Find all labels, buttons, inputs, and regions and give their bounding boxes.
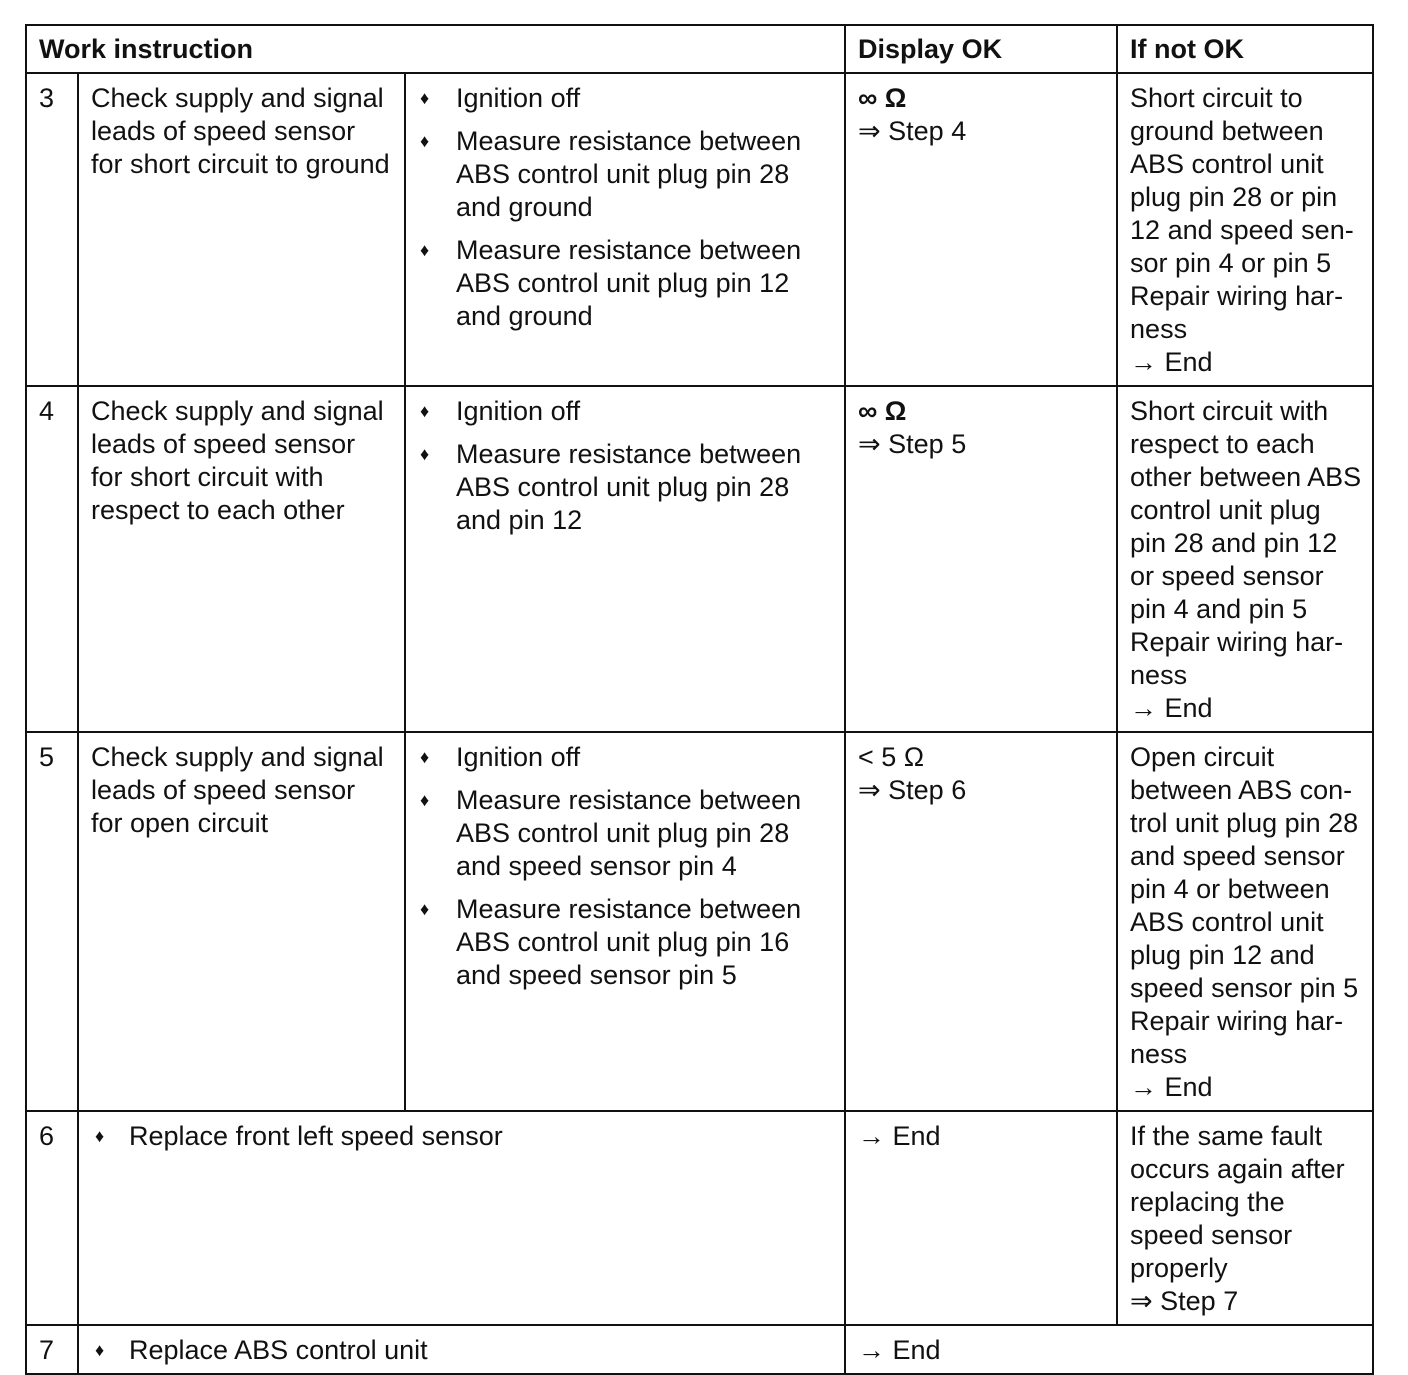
diamond-bullet-icon: ♦ [420,747,430,767]
list-item: ♦ Measure resistance between ABS control unit plug pin 28 and pin 12 [420,439,802,535]
list-item: ♦ Ignition off [420,396,581,426]
action-list [418,395,834,537]
table-row [26,1111,1373,1325]
next-step: → End [1130,693,1213,723]
header-work-instruction: Work instruction [26,25,845,73]
diamond-bullet-icon: ♦ [420,444,430,464]
step-number: 4 [26,386,78,732]
step-title: Check supply and signal leads of speed sensor for open circuit [78,732,405,1111]
action-list [418,82,834,333]
display-ok-cell [845,386,1117,732]
list-item: ♦ Replace front left speed sensor [95,1121,503,1151]
action-cell [405,386,845,732]
if-not-ok-cell [1117,386,1373,732]
remedy: Repair wiring har-ness [1130,281,1344,344]
diamond-bullet-icon: ♦ [95,1340,105,1360]
expected-value: < 5 Ω [858,742,925,772]
next-step: → End [1130,347,1213,377]
step-number: 7 [26,1325,78,1374]
if-not-ok-cell [1117,732,1373,1111]
display-ok-cell: → End [845,1325,1373,1374]
table-row [26,386,1373,732]
step-title: Check supply and signal leads of speed sensor for short circuit to ground [78,73,405,386]
table-row [26,73,1373,386]
table-row [26,1325,1373,1374]
if-not-ok-cell [1117,1111,1373,1325]
next-step: ⇒ Step 7 [1130,1286,1239,1316]
list-item: ♦ Measure resistance between ABS control unit plug pin 16 and speed sensor pin 5 [420,894,802,990]
diamond-bullet-icon: ♦ [420,88,430,108]
action-list [418,741,834,992]
remedy: Repair wiring har-ness [1130,627,1344,690]
action-cell [405,732,845,1111]
step-title: Check supply and signal leads of speed sensor for short circuit with respect to each other [78,386,405,732]
fault-description: Short circuit with respect to each other between ABS control unit plug pin 28 and pin 12 or speed sensor pin 4 and pin 5 [1130,396,1362,624]
diamond-bullet-icon: ♦ [420,899,430,919]
next-step: ⇒ Step 5 [858,429,967,459]
expected-value: ∞ Ω [858,396,907,426]
next-step: → End [1130,1072,1213,1102]
expected-value: ∞ Ω [858,83,907,113]
list-item: ♦ Measure resistance between ABS control unit plug pin 28 and speed sensor pin 4 [420,785,802,881]
table-row [26,732,1373,1111]
step-number: 3 [26,73,78,386]
diamond-bullet-icon: ♦ [420,240,430,260]
step-number: 6 [26,1111,78,1325]
fault-description: Open circuit between ABS con-trol unit plug pin 28 and speed sensor pin 4 or between ABS control unit plug pin 12 and speed sensor pin 5 [1130,742,1359,1003]
list-item: ♦ Ignition off [420,742,581,772]
remedy: Repair wiring har-ness [1130,1006,1344,1069]
diamond-bullet-icon: ♦ [420,790,430,810]
list-item: ♦ Measure resistance between ABS control unit plug pin 28 and ground [420,126,802,222]
action-cell [78,1325,845,1374]
fault-description: Short circuit to ground between ABS control unit plug pin 28 or pin 12 and speed sen-sor pin 4 or pin 5 [1130,83,1354,278]
list-item: ♦ Replace ABS control unit [95,1335,428,1365]
list-item: ♦ Ignition off [420,83,581,113]
step-number: 5 [26,732,78,1111]
display-ok-cell [845,732,1117,1111]
action-cell [78,1111,845,1325]
list-item: ♦ Measure resistance between ABS control unit plug pin 12 and ground [420,235,802,331]
diamond-bullet-icon: ♦ [95,1126,105,1146]
procedure-table [25,24,1374,1375]
display-ok-cell: → End [845,1111,1117,1325]
next-step: ⇒ Step 6 [858,775,967,805]
diamond-bullet-icon: ♦ [420,131,430,151]
header-display-ok: Display OK [845,25,1117,73]
header-row [26,25,1373,73]
fault-description: If the same fault occurs again after replacing the speed sensor properly [1130,1121,1345,1283]
if-not-ok-cell [1117,73,1373,386]
next-step: ⇒ Step 4 [858,116,967,146]
header-if-not-ok: If not OK [1117,25,1373,73]
action-cell [405,73,845,386]
diamond-bullet-icon: ♦ [420,401,430,421]
display-ok-cell [845,73,1117,386]
